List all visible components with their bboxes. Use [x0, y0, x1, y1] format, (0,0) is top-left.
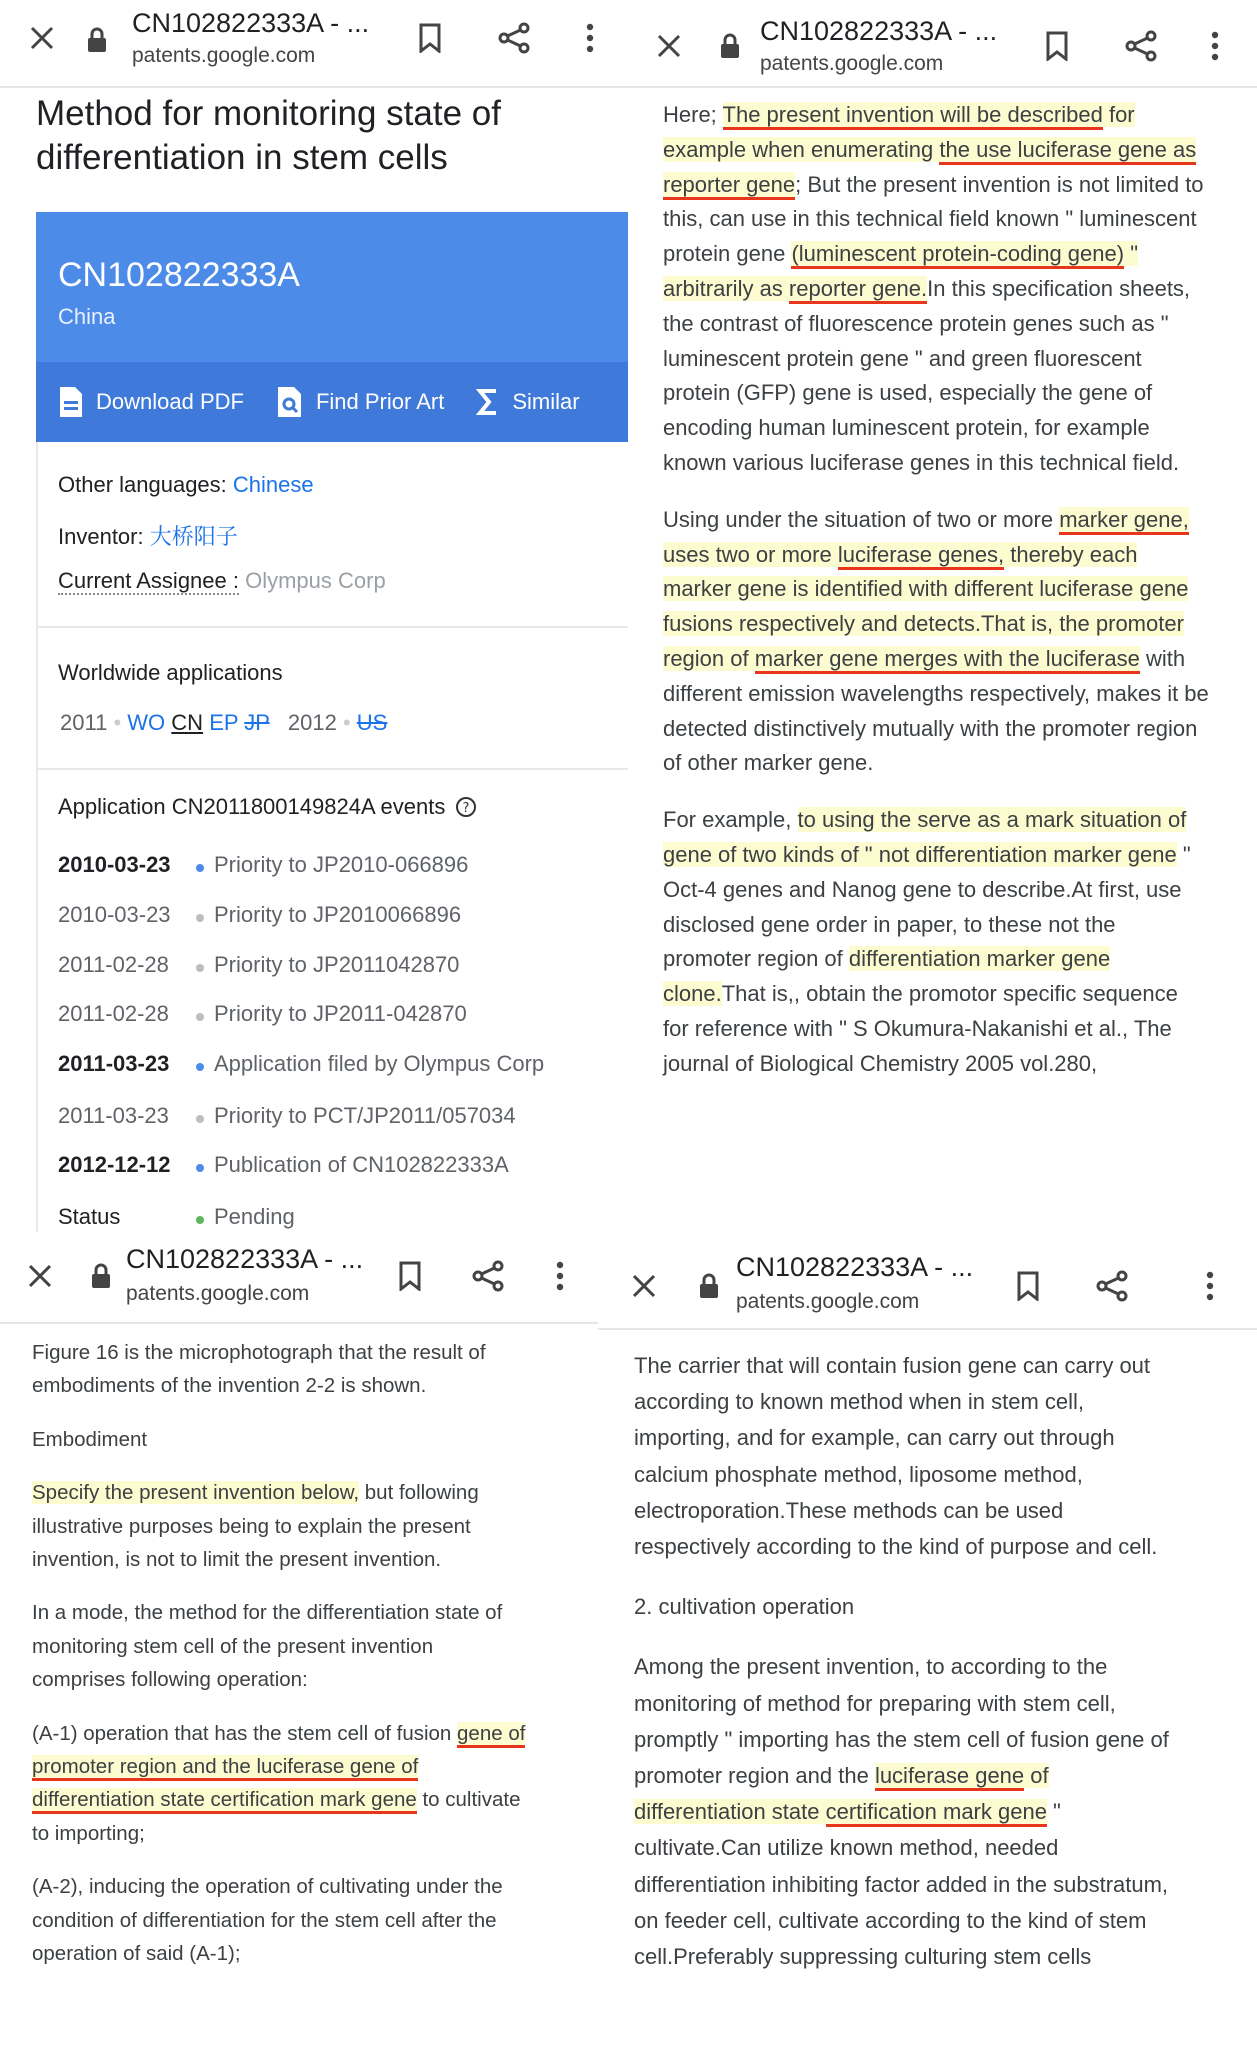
ww-link-cn[interactable]: CN: [171, 710, 204, 735]
paragraph: [663, 503, 1209, 781]
bookmark-icon[interactable]: [404, 12, 456, 64]
bookmark-icon[interactable]: [1031, 20, 1083, 72]
event-date: 2011-02-28: [58, 1001, 169, 1026]
share-icon[interactable]: [488, 12, 540, 64]
tab-title: CN102822333A - ...: [760, 16, 998, 46]
ww-link-ep[interactable]: EP: [209, 710, 239, 735]
help-icon[interactable]: [455, 796, 477, 818]
ww-year-2012: 2012: [287, 710, 337, 735]
paragraph: Embodiment: [32, 1427, 148, 1451]
assignee-label: Current Assignee :: [58, 568, 239, 593]
more-options-icon[interactable]: [1189, 20, 1241, 72]
highlight: marker gene merges with the luciferase: [755, 646, 1140, 674]
tab-title: CN102822333A - ...: [736, 1252, 974, 1282]
cultivation-text: [634, 1348, 1174, 1999]
more-options-icon[interactable]: [1184, 1260, 1236, 1312]
event-row: [58, 852, 468, 878]
lock-icon: [82, 14, 112, 66]
highlight: (luminescent protein-coding gene): [791, 241, 1124, 269]
events-heading-row: [58, 794, 477, 820]
event-row: [58, 1152, 509, 1178]
highlight: differentiation marker gene clone.: [663, 946, 1111, 1007]
panel-description-reporter-gene: [629, 0, 1257, 1232]
highlight: certification mark gene: [826, 1799, 1047, 1827]
event-dot: [196, 1115, 204, 1123]
event-text[interactable]: Priority to JP2010066896: [214, 902, 462, 927]
highlight: thereby each marker gene is identified with different luciferase gene fusions respectively and detects.That is, the promoter region of: [663, 541, 1189, 671]
ww-link-wo[interactable]: WO: [127, 710, 166, 735]
text-run: Among the present invention, to according to the monitoring of method for preparing with stem cell, promptly " importing has the stem cell of fusion gene of promoter region and the: [634, 1654, 1169, 1789]
browser-top-bar: [0, 1232, 598, 1324]
assignee-value: Olympus Corp: [245, 568, 386, 593]
ww-link-us[interactable]: US: [356, 710, 388, 735]
event-dot: [196, 914, 204, 922]
inventor-link[interactable]: 大桥阳子: [149, 524, 238, 549]
event-date: 2011-03-23: [58, 1103, 169, 1128]
event-text[interactable]: Application filed by Olympus Corp: [214, 1051, 545, 1076]
inventor-label: Inventor:: [58, 524, 144, 549]
event-text[interactable]: Priority to JP2011-042870: [214, 1001, 467, 1026]
svg-text:?: ?: [462, 801, 470, 816]
tab-title: CN102822333A - ...: [132, 8, 370, 38]
download-pdf-button[interactable]: [58, 385, 244, 419]
event-text[interactable]: Publication of CN102822333A: [214, 1152, 509, 1177]
paragraph: [32, 1476, 532, 1576]
lock-icon: [715, 20, 745, 72]
event-row: [58, 1051, 544, 1077]
event-date: 2011-02-28: [58, 952, 169, 977]
other-languages-link[interactable]: Chinese: [232, 472, 314, 497]
highlight: The present invention will be described: [723, 102, 1103, 130]
browser-top-bar: [629, 0, 1257, 88]
patent-country: China: [58, 304, 116, 329]
share-icon[interactable]: [462, 1250, 514, 1302]
text-run: Using under the situation of two or more: [663, 506, 1060, 532]
divider: [36, 768, 628, 770]
paragraph: In a mode, the method for the differentiation state of monitoring stem cell of the present invention comprises following operation:: [32, 1601, 503, 1692]
text-run: ; But the present invention is not limited to this, can use in this technical field known " luminescent protein gene: [663, 171, 1204, 267]
highlight: gene of promoter region and the luciferase gene of differentiation state certification mark gene: [32, 1722, 525, 1815]
event-dot: [196, 1063, 204, 1071]
highlight: for example when enumerating: [663, 102, 1135, 162]
similar-button[interactable]: [476, 387, 579, 417]
lock-icon: [86, 1250, 116, 1302]
other-languages-row: [58, 472, 314, 498]
url-domain: patents.google.com: [126, 1282, 310, 1305]
separator-dot: •: [342, 710, 351, 735]
text-run: to cultivate to importing;: [32, 1788, 521, 1845]
more-options-icon[interactable]: [534, 1250, 586, 1302]
event-dot: [196, 964, 204, 972]
worldwide-applications-row: [60, 710, 387, 736]
embodiment-text: [32, 1336, 532, 1991]
event-date: 2012-12-12: [58, 1152, 171, 1177]
text-run: In this specification sheets, the contrast of fluorescence protein genes such as " luminescent protein gene " and green fluorescent protein (GFP) gene is used, especially the gene of encoding human luminescent protein, for example known various luciferase genes in this technical field.: [663, 275, 1191, 475]
lock-icon: [694, 1260, 724, 1312]
close-icon[interactable]: [14, 1250, 66, 1302]
close-icon[interactable]: [16, 12, 68, 64]
paragraph: [663, 803, 1209, 1081]
patent-header-card: [36, 212, 628, 442]
highlight: luciferase genes,: [838, 542, 1004, 570]
more-options-icon[interactable]: [564, 12, 616, 64]
share-icon[interactable]: [1086, 1260, 1138, 1312]
highlight: uses two or more: [663, 541, 838, 567]
highlight: " arbitrarily as: [663, 241, 1138, 301]
url-domain: patents.google.com: [760, 52, 944, 75]
highlight: luciferase gene: [875, 1763, 1024, 1791]
text-run: (A-1) operation that has the stem cell of fusion: [32, 1721, 458, 1745]
event-dot: [196, 1013, 204, 1021]
event-dot: [196, 1216, 204, 1224]
event-row: [58, 952, 459, 978]
highlight: Specify the present invention below,: [32, 1481, 360, 1505]
panel-patent-summary: [0, 0, 629, 1232]
highlight: to using the serve as a mark situation of gene of two kinds of " not differentiation marker gene: [663, 807, 1187, 867]
event-text[interactable]: Priority to PCT/JP2011/057034: [214, 1103, 516, 1128]
tab-title: CN102822333A - ...: [126, 1244, 364, 1274]
text-run: For example,: [663, 807, 798, 833]
separator-dot: •: [113, 710, 122, 735]
patent-number: CN102822333A: [58, 256, 300, 294]
worldwide-heading: Worldwide applications: [58, 660, 283, 685]
close-icon[interactable]: [643, 20, 695, 72]
event-row: [58, 902, 461, 928]
paragraph: 2. cultivation operation: [634, 1594, 855, 1620]
event-row: [58, 1103, 516, 1129]
panel-cultivation: [598, 1232, 1257, 2048]
event-date: 2010-03-23: [58, 902, 171, 927]
find-prior-art-label: Find Prior Art: [315, 389, 445, 414]
download-pdf-label: Download PDF: [96, 389, 244, 414]
paragraph: [32, 1717, 532, 1851]
similar-label: Similar: [512, 389, 580, 414]
event-date: 2010-03-23: [58, 852, 171, 877]
highlight: marker gene,: [1059, 507, 1189, 535]
paragraph: (A-2), inducing the operation of cultivating under the condition of differentiation for the stem cell after the operation of said (A-1);: [32, 1875, 503, 1966]
content-border: [36, 442, 38, 1232]
paragraph: Figure 16 is the microphotograph that the result of embodiments of the invention 2-2 is shown.: [32, 1341, 486, 1398]
text-run: Here;: [663, 102, 723, 127]
event-text[interactable]: Priority to JP2011042870: [214, 952, 460, 977]
sigma-icon: [476, 387, 500, 417]
highlight: of differentiation state: [634, 1763, 1049, 1825]
document-search-icon: [276, 385, 304, 419]
status-value: Pending: [214, 1204, 295, 1229]
event-row: [58, 1001, 467, 1027]
divider: [36, 626, 628, 628]
paragraph: The carrier that will contain fusion gene can carry out according to known method when in stem cell, importing, and for example, can carry out through calcium phosphate method, liposome method, electroporation.These methods can be used respectively according to the kind of purpose and cell.: [634, 1353, 1158, 1560]
event-text[interactable]: Priority to JP2010-066896: [214, 852, 469, 877]
pdf-document-icon: [58, 385, 84, 419]
highlight: the use luciferase gene as reporter gene: [663, 137, 1196, 200]
browser-top-bar: [0, 0, 629, 88]
paragraph: [634, 1649, 1174, 1975]
url-domain: patents.google.com: [736, 1290, 920, 1313]
text-run: " Oct-4 genes and Nanog gene to describe.At first, use disclosed gene order in paper, to these not the promoter region of: [663, 841, 1191, 972]
share-icon[interactable]: [1115, 20, 1167, 72]
description-text: [663, 98, 1209, 1104]
bookmark-icon[interactable]: [384, 1250, 436, 1302]
ww-link-jp[interactable]: JP: [244, 710, 270, 735]
patent-title: Method for monitoring state of differentiation in stem cells: [36, 94, 501, 177]
find-prior-art-button[interactable]: [276, 385, 444, 419]
close-icon[interactable]: [618, 1260, 670, 1312]
ww-year-2011: 2011: [60, 710, 108, 735]
events-heading: Application CN2011800149824A events: [58, 794, 446, 819]
panel-embodiment: [0, 1232, 598, 2048]
text-run: " cultivate.Can utilize known method, needed differentiation inhibiting factor added in the substratum, on feeder cell, cultivate according to the kind of stem cell.Preferably suppressing culturing stem cells: [634, 1799, 1169, 1970]
bookmark-icon[interactable]: [1002, 1260, 1054, 1312]
text-run: with different emission wavelengths respectively, makes it be detected distinctively mutually with the promoter region of other marker gene.: [663, 645, 1209, 776]
patent-actions: [36, 362, 628, 442]
other-languages-label: Other languages:: [58, 472, 227, 497]
event-dot: [196, 864, 204, 872]
highlight: reporter gene.: [789, 276, 927, 304]
text-run: but following illustrative purposes being to explain the present invention, is not to limit the present invention.: [32, 1481, 479, 1572]
event-dot: [196, 1164, 204, 1172]
status-label: Status: [58, 1204, 121, 1229]
inventor-row: [58, 520, 238, 551]
assignee-row: [58, 568, 386, 594]
url-domain: patents.google.com: [132, 44, 316, 67]
event-row: [58, 1204, 295, 1230]
event-date: 2011-03-23: [58, 1051, 170, 1076]
paragraph: [663, 98, 1209, 481]
browser-top-bar: [598, 1232, 1257, 1330]
text-run: That is,, obtain the promotor specific sequence for reference with " S Okumura-Nakanishi et al., The journal of Biological Chemistry 2005 vol.280,: [663, 981, 1178, 1076]
